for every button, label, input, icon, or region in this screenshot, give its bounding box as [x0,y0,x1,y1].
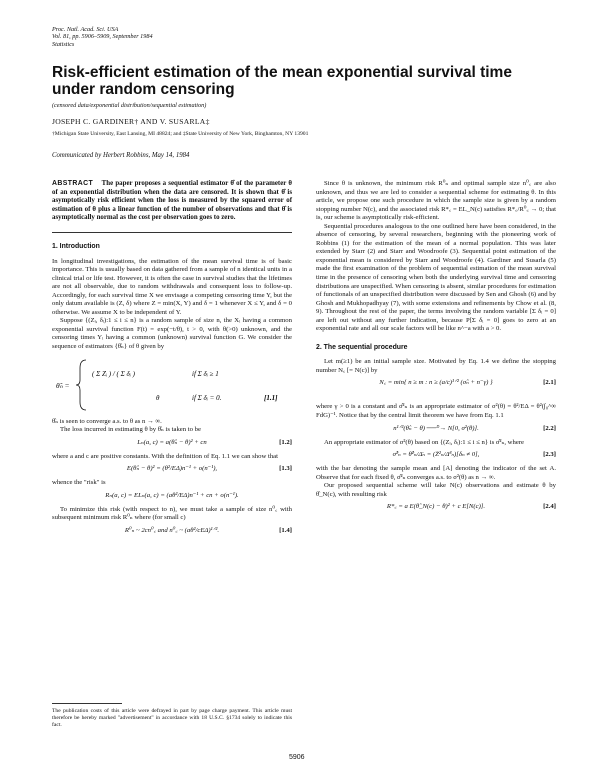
right-paragraph-2: Sequential procedures analogous to the one outlined here have been considered, in the absence of censoring, by several researchers, beginning with the pioneering work of Robbins (1) for the estimation of the mean of a normal population. This was later extended by Starr (2) and Starr and Woodroofe (3). Sequential point estimation of the exponential mean is considered by Starr and Woodroofe (4). Gardiner and Susarla (5) made the first examination of the problem of sequential estimation of the mean survival time in the presence of censoring when both the underlying survival time and censoring distributions are unspecified. When censoring is absent, similar procedures for estimation of functionals of an unspecified distribution were discussed by Sen and Ghosh (6) and by Ghosh and Mukhopadhyay (7), with some extensions and refinements by Chow et al. (8, 9). Throughout the rest of the paper, the terms involving the random variable [Σ δᵢ = 0] are left out without any further indication, because P[Σ δᵢ = 0] goes to zero at an exponential rate and all our scale factors will be like n^−a with a > 0. [316,222,556,333]
equation-2-2 [316,425,556,435]
journal-volume: Vol. 81, pp. 5906–5909, September 1984 [52,33,153,41]
eq13-number: [1.3] [279,465,292,473]
eq11-case2: θ [156,393,160,402]
abstract-text: The paper proposes a sequential estimator θ̂ of the parameter θ of an exponential distribution when the data are censored. It is shown that θ̂ is asymptotically risk efficient when the loss is measured by the squared error of estimation of θ plus a linear function of the number of observations and that θ̂ is asymptotically normal as the cost per observation goes to zero. [52,180,292,222]
equation-1-1-graphic [52,356,292,414]
seq-paragraph-1: Let m(≥1) be an initial sample size. Motivated by Eq. 1.4 we define the stopping number N꜀ [= N(c)] by [316,358,556,374]
abstract-divider [52,232,292,233]
eq14-body: R⁰ₙ ~ 2cn⁰꜀ and n⁰꜀ ~ (aθ²/cEΔ)¹ᐟ². [124,526,220,534]
eq12-body: Lₙ(a, c) = a(θ̂ₙ − θ)² + cn [137,438,207,446]
footnote: The publication costs of this article were defrayed in part by page charge payment. This article must therefore be hereby marked "advertisement" in accordance with 18 U.S.C. §1734 solely to indicate this fact. [52,708,292,728]
eq11-case1: ( Σ Zᵢ ) / ( Σ δᵢ ) [92,369,135,378]
eq-risk-body: Rₙ(a, c) = ELₙ(a, c) = (aθ²/EΔ)n⁻¹ + cn + o(n⁻¹). [105,491,239,499]
eq11-cond2: if Σ δᵢ = 0. [192,393,222,402]
journal-section: Statistics [52,40,75,48]
equation-1-1 [52,356,292,414]
eq11-number: [1.1] [264,393,278,402]
eq23-body: σ̂²ₙ = θ̂²ₙ/Δ̄ₙ = (Z̄²ₙ/Δ̄³ₙ)[δₙ ≠ 0], [392,451,480,459]
paper-authors: JOSEPH C. GARDINER† AND V. SUSARLA‡ [52,117,210,126]
right-column [316,180,556,517]
intro-paragraph-4: The loss incurred in estimating θ by θ̂ₙ is taken to be [60,426,201,434]
eq23-number: [2.3] [543,451,556,459]
eq21-body: N꜀ = min{ n ≥ m : n ≥ (a/c)¹ᐟ² (σ̂ₙ + n⁻γ) } [379,379,493,387]
eq11-lhs: θ̂ₙ = [56,380,70,390]
eq14-number: [1.4] [279,526,292,534]
left-column [52,180,292,541]
equation-risk [52,492,292,502]
eq22-number: [2.2] [543,424,556,432]
intro-paragraph-6: whence the "risk" is [52,479,106,487]
abstract-label: ABSTRACT [52,180,94,187]
author-affiliations: †Michigan State University, East Lansing, MI 48824; and ‡State University of New York, Binghamton, NY 13901 [52,131,309,137]
intro-paragraph-1: In longitudinal investigations, the estimation of the mean survival time is of basic importance. This is usually based on data gathered from a sample of n identical units in a clinical trial or life test. However, it is often the case in survival studies that the lifetimes are not all observable, due to random withdrawals and consequent loss to follow-up. Accordingly, for each survival time X we envisage a competing censoring time Y, but the only datum available is (Z, δ) where Z = min(X, Y) and δ = 1 whenever X ≤ Y, and δ = 0 otherwise. We assume X to be independent of Y. [52,257,292,316]
equation-2-1 [316,379,556,399]
section-heading-introduction: 1. Introduction [52,242,100,250]
equation-2-4 [316,503,556,513]
eq11-cond1: if Σ δᵢ ≥ 1 [192,369,219,378]
seq-paragraph-2: where γ > 0 is a constant and σ̂²ₙ is an appropriate estimator of σ²(θ) = θ²/EΔ = θ²(∫₀^∞ FdG)⁻¹. Notice that by the central limit theorem we have from Eq. 1.1 [316,403,556,420]
equation-1-3 [52,465,292,475]
seq-paragraph-5: Our proposed sequential scheme will take N(c) observations and estimate θ by θ̂_N(c), with resulting risk [316,482,556,498]
equation-1-2 [52,439,292,449]
eq11-brace [76,360,86,410]
abstract [52,180,292,223]
journal-name: Proc. Natl. Acad. Sci. USA [52,26,119,33]
eq12-number: [1.2] [279,438,292,446]
equation-2-3 [316,451,556,461]
page-number: 5906 [289,754,305,761]
right-paragraph-1: Since θ is unknown, the minimum risk R⁰ₙ and optimal sample size n⁰꜀ are also unknown, and thus we are led to consider a sequential scheme for estimating θ. In this article, we propose one such procedure in which the sample size is given by a random stopping number N(c), and the associated risk R*꜀ = EL_N(c) satisfies R*꜀/R⁰꜀ → 0; that is, our scheme is asymptotically risk-efficient. [316,180,556,222]
journal-masthead [52,26,153,48]
eq22-body: n¹ᐟ²(θ̂ₙ − θ) ──ᴰ→ N[0, σ²(θ)]. [393,424,479,432]
eq24-body: R*꜀ = a E(θ̂_N(c) − θ)² + c E[N(c)]. [386,503,486,511]
seq-paragraph-4: with the bar denoting the sample mean and [A] denoting the indicator of the set A. Observe that for each fixed θ, σ̂²ₙ converges a.s. to σ²(θ) as n → ∞. [316,465,556,481]
equation-1-4 [52,527,292,537]
seq-paragraph-3: An appropriate estimator of σ²(θ) based on {(Zᵢ, δᵢ):1 ≤ i ≤ n} is σ̂²ₙ, where [324,438,525,446]
communicated-by: Communicated by Herbert Robbins, May 14, 1984 [52,152,190,159]
intro-paragraph-2: Suppose {(Zᵢ, δᵢ):1 ≤ i ≤ n} is a random sample of size n, the Xᵢ having a common exponential survival function F(t) = exp(−t/θ), t > 0, with θ(>0) unknown, and the censoring times Yᵢ having a common (unknown) survival function G. We consider the sequence of estimators {θ̂ₙ} of θ given by [52,317,292,350]
eq24-number: [2.4] [543,503,556,511]
paper-title: Risk-efficient estimation of the mean exponential survival time under random censoring [52,64,512,98]
intro-paragraph-5: where a and c are positive constants. With the definition of Eq. 1.1 we can show that [52,452,278,460]
paper-keywords: (censored data/exponential distribution/sequential estimation) [52,102,207,109]
eq21-number: [2.1] [543,379,556,387]
section-heading-sequential: 2. The sequential procedure [316,343,408,351]
intro-paragraph-7: To minimize this risk (with respect to n), we must take a sample of size n⁰꜀ with subsequent minimum risk R⁰ₙ where (for small c) [52,505,292,522]
footnote-divider [52,703,122,704]
eq13-body: E(θ̂ₙ − θ)² = (θ²/EΔ)n⁻¹ + o(n⁻¹), [126,465,218,473]
intro-paragraph-3: θ̂ₙ is seen to converge a.s. to θ as n → ∞. [52,417,162,425]
